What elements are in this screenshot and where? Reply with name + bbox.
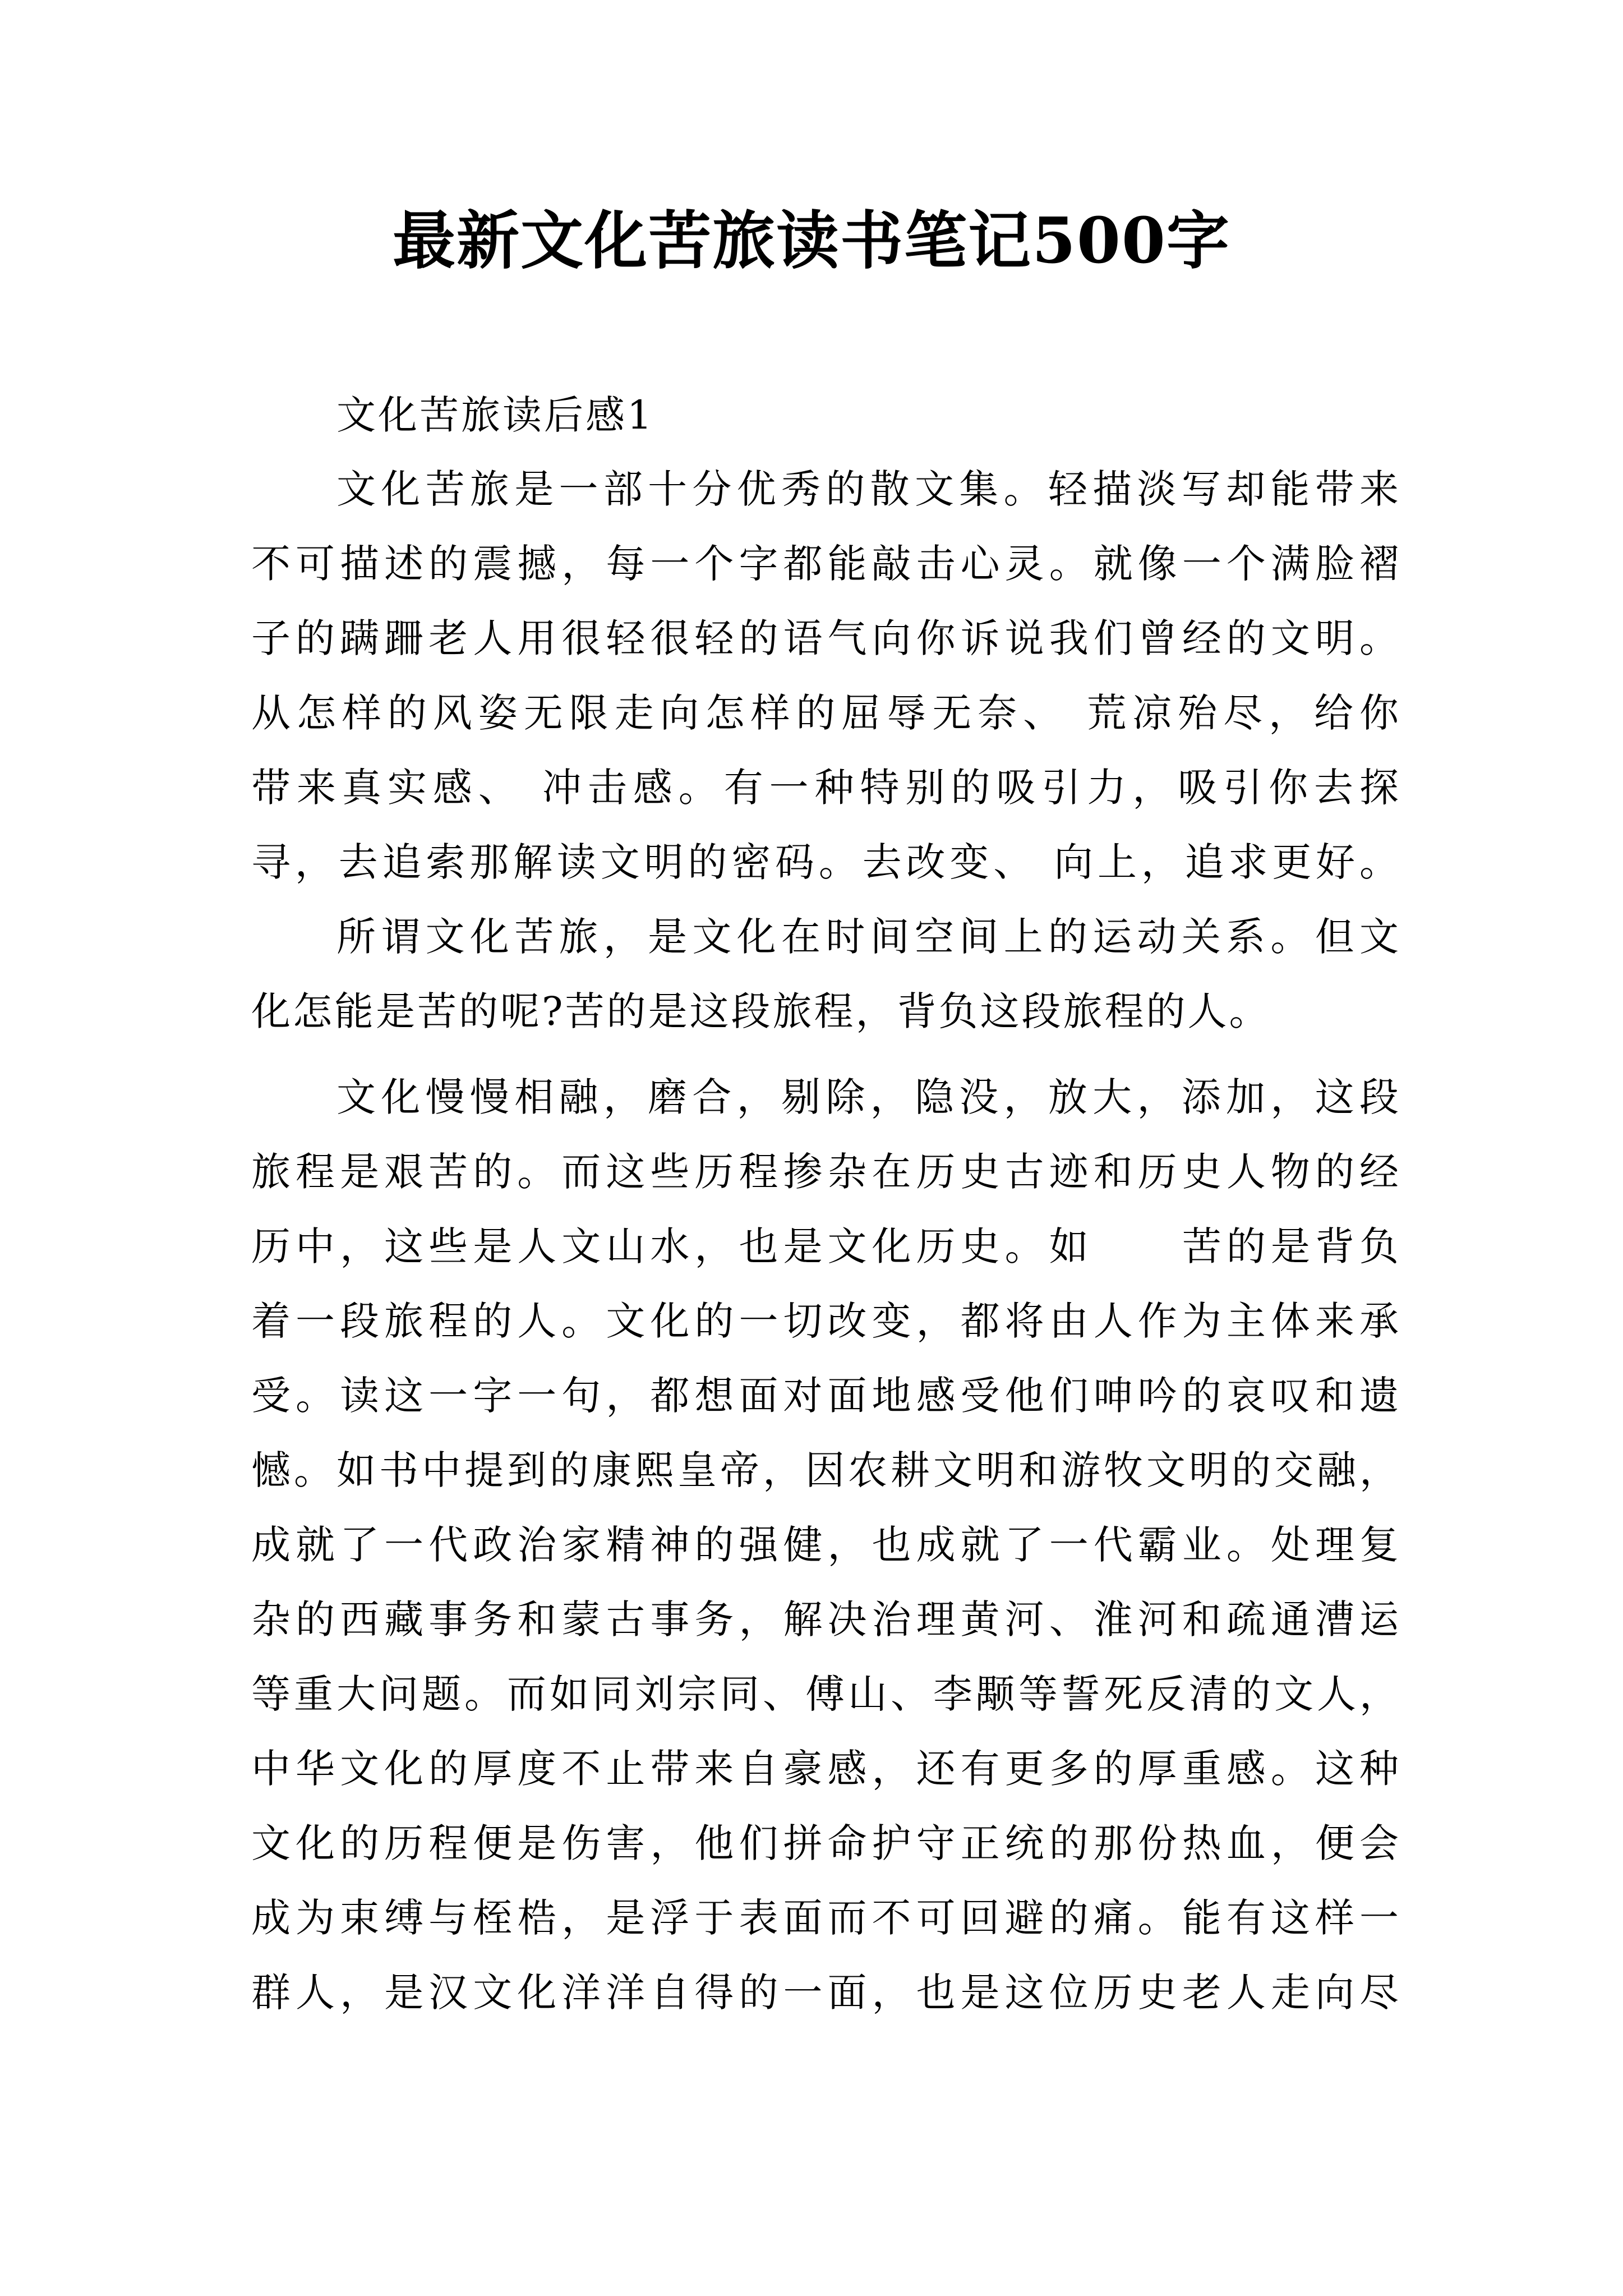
paragraph-line: 从怎样的风姿无限走向怎样的屈辱无奈、 荒凉殆尽，给你 [251,690,1401,736]
paragraph-line: 着一段旅程的人。文化的一切改变，都将由人作为主体来承 [251,1298,1401,1344]
paragraph-line: 文化慢慢相融，磨合，剔除，隐没，放大，添加，这段 [336,1074,1401,1120]
paragraph-line: 化怎能是苦的呢?苦的是这段旅程，背负这段旅程的人。 [251,988,1271,1034]
paragraph-line: 历中，这些是人文山水，也是文化历史。如 苦的是背负 [251,1223,1401,1269]
paragraph-line: 不可描述的震撼，每一个字都能敲击心灵。就像一个满脸褶 [251,541,1401,587]
paragraph-line: 成就了一代政治家精神的强健，也成就了一代霸业。处理复 [251,1522,1401,1568]
paragraph-line: 文化的历程便是伤害，他们拼命护守正统的那份热血，便会 [251,1820,1401,1866]
paragraph-line: 所谓文化苦旅，是文化在时间空间上的运动关系。但文 [336,914,1401,960]
paragraph-line: 子的蹒跚老人用很轻很轻的语气向你诉说我们曾经的文明。 [251,615,1401,661]
paragraph-line: 群人，是汉文化洋洋自得的一面，也是这位历史老人走向尽 [251,1970,1401,2016]
section-heading: 文化苦旅读后感1 [336,392,654,438]
paragraph-line: 杂的西藏事务和蒙古事务，解决治理黄河、淮河和疏通漕运 [251,1596,1401,1642]
paragraph-line: 受。读这一字一句，都想面对面地感受他们呻吟的哀叹和遗 [251,1373,1401,1419]
paragraph-line: 成为束缚与桎梏，是浮于表面而不可回避的痛。能有这样一 [251,1895,1401,1941]
paragraph-line: 旅程是艰苦的。而这些历程掺杂在历史古迹和历史人物的经 [251,1149,1401,1195]
paragraph-line: 中华文化的厚度不止带来自豪感，还有更多的厚重感。这种 [251,1746,1401,1792]
document-title: 最新文化苦旅读书笔记500字 [393,204,1230,278]
paragraph-line: 憾。如书中提到的康熙皇帝，因农耕文明和游牧文明的交融， [251,1447,1401,1493]
paragraph-line: 寻，去追索那解读文明的密码。去改变、 向上，追求更好。 [251,839,1401,885]
paragraph-line: 带来真实感、 冲击感。有一种特别的吸引力，吸引你去探 [251,765,1401,811]
paragraph-line: 文化苦旅是一部十分优秀的散文集。轻描淡写却能带来 [336,466,1401,512]
paragraph-line: 等重大问题。而如同刘宗同、傅山、李颙等誓死反清的文人， [251,1671,1401,1717]
